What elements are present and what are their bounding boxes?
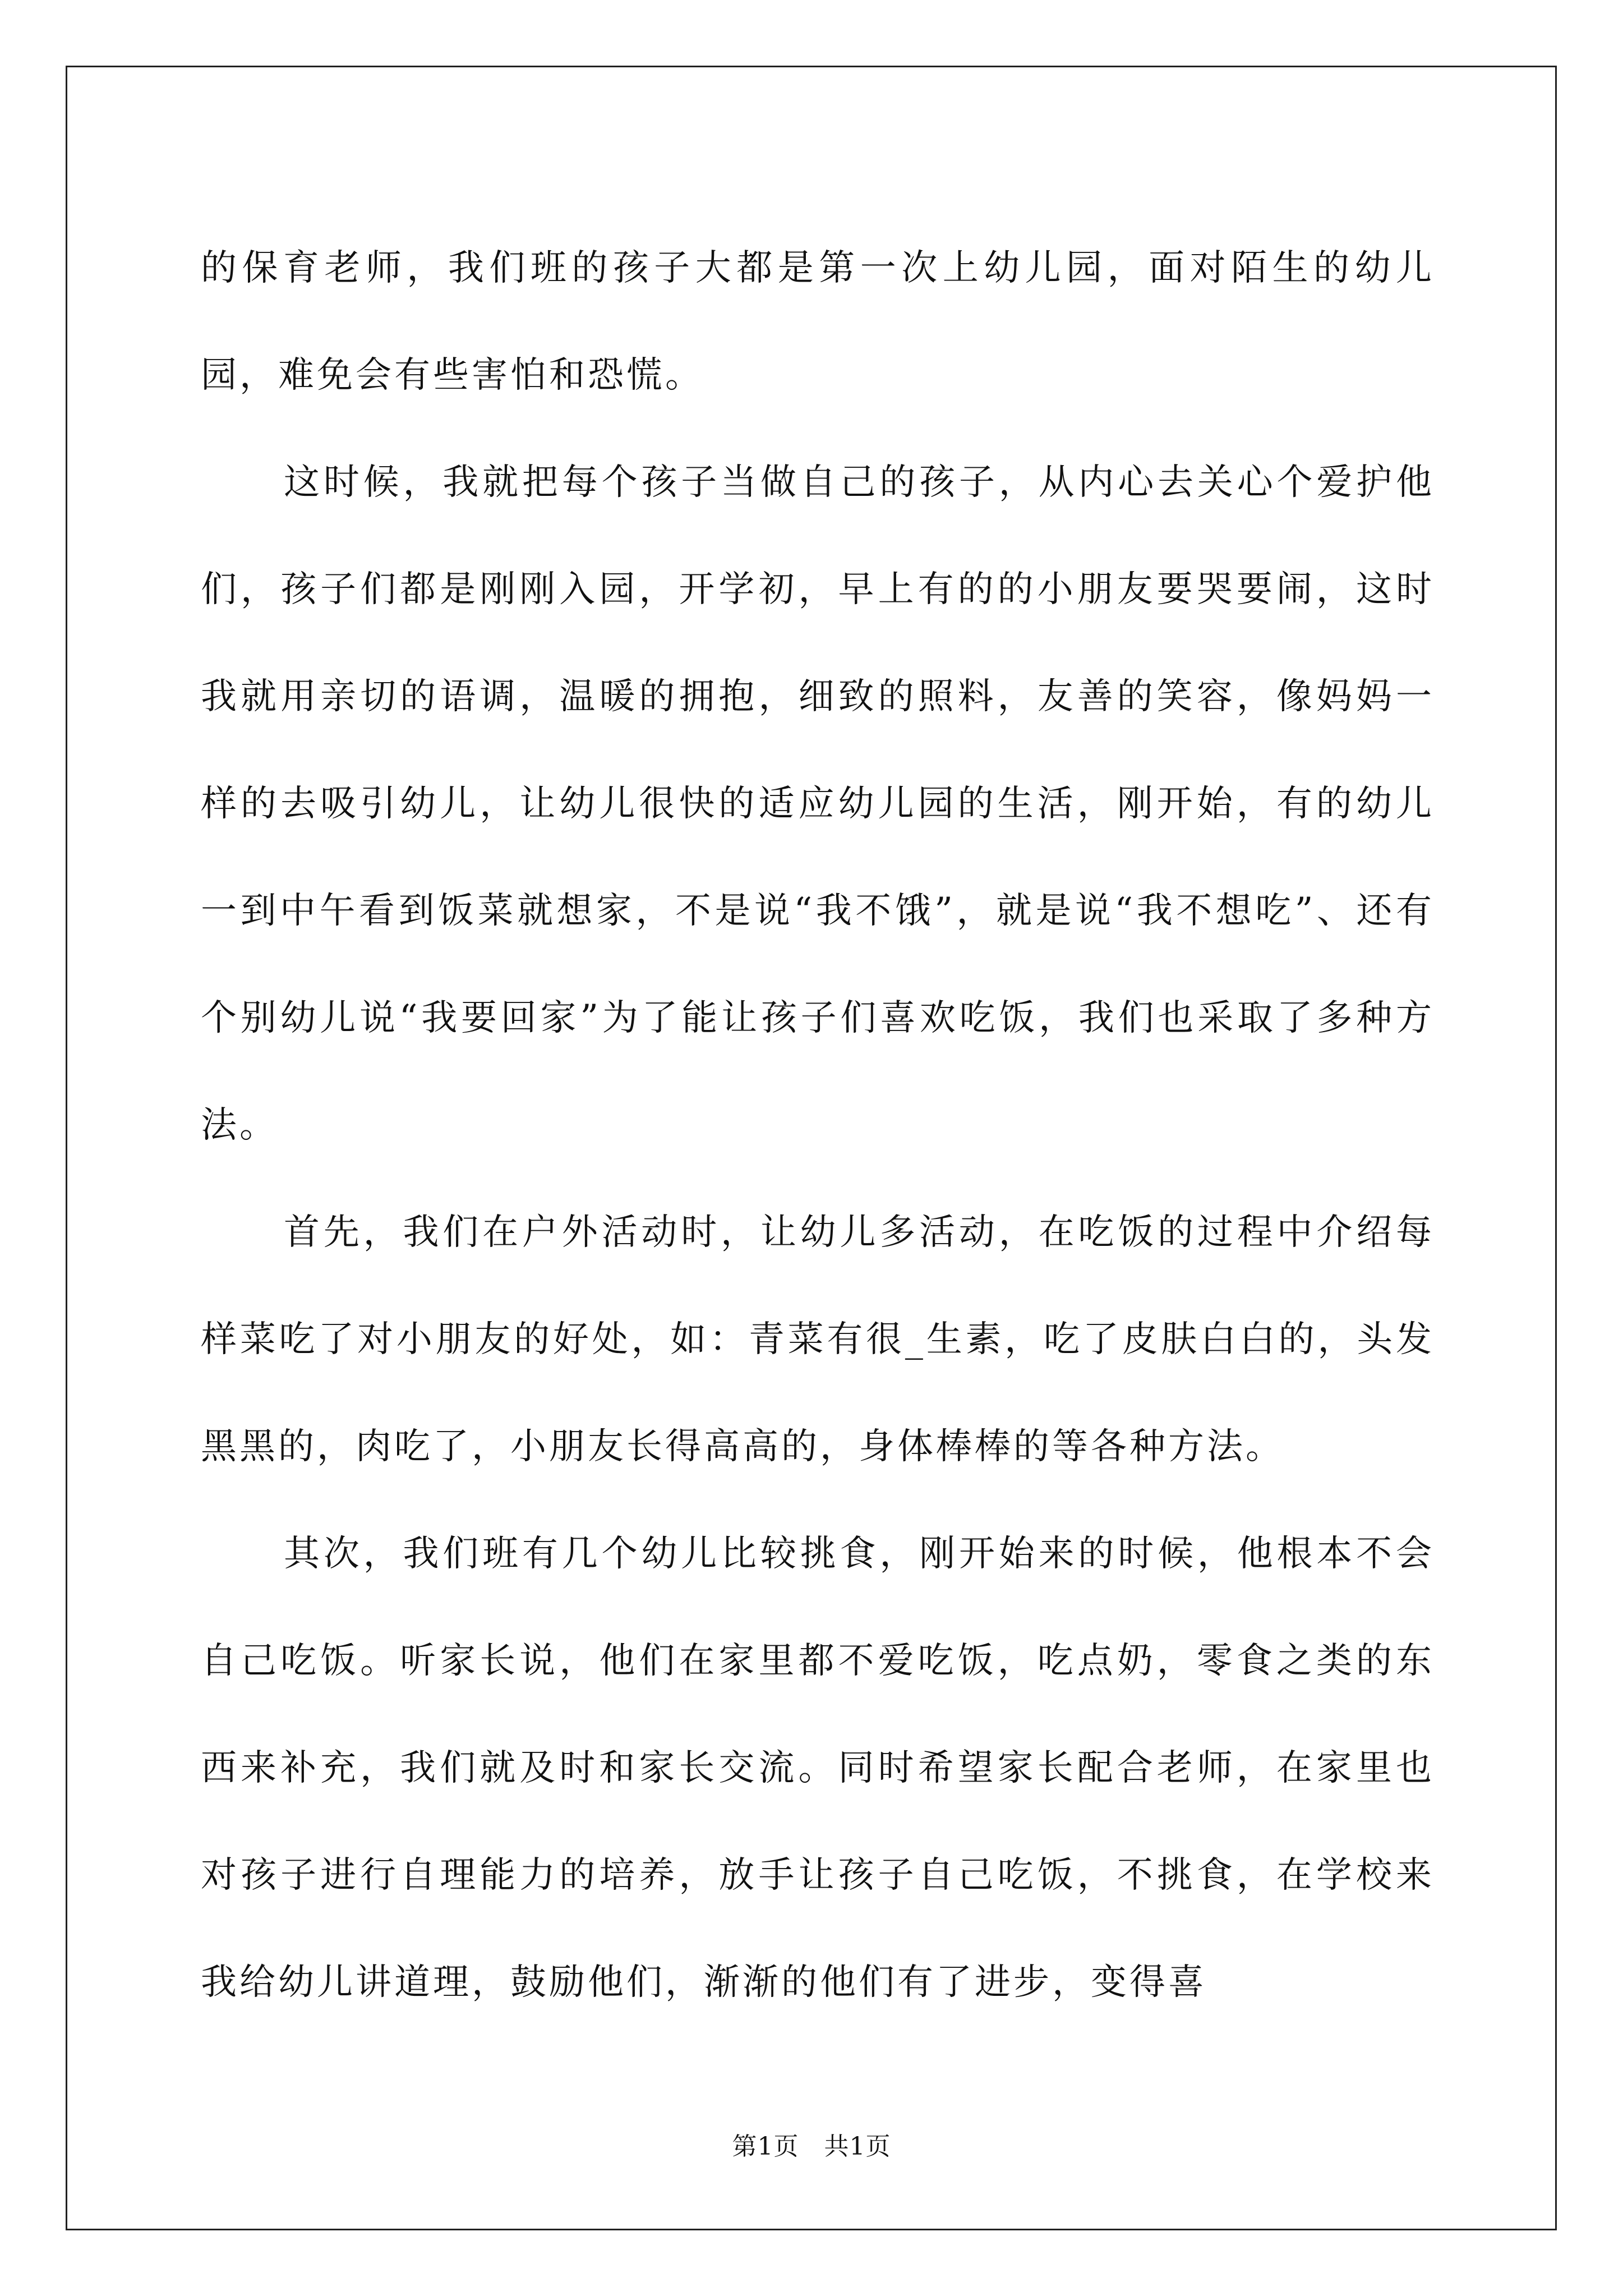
paragraph-2: 这时候，我就把每个孩子当做自己的孩子，从内心去关心个爱护他们，孩子们都是刚刚入园，开学初，早上有的的小朋友要哭要闹，这时我就用亲切的语调，温暖的拥抱，细致的照料，友善的笑容，像妈妈一样的去吸引幼儿，让幼儿很快的适应幼儿园的生活，刚开始，有的幼儿一到中午看到饭菜就想家，不是说“我不饿”，就是说“我不想吃”、还有个别幼儿说“我要回家”为了能让孩子们喜欢吃饭，我们也采取了多种方法。: [201, 462, 1435, 1146]
page-footer: 第1页 共1页: [732, 2132, 891, 2161]
paragraph-3: 首先，我们在户外活动时，让幼儿多活动，在吃饭的过程中介绍每样菜吃了对小朋友的好处，如：青菜有很_生素，吃了皮肤白白的，头发黑黑的，肉吃了，小朋友长得高高的，身体棒棒的等各种方法。: [201, 1212, 1435, 1467]
document-body: [201, 215, 1435, 2036]
paragraph-1: 的保育老师，我们班的孩子大都是第一次上幼儿园，面对陌生的幼儿园，难免会有些害怕和恐慌。: [201, 247, 1435, 396]
paragraph-4: 其次，我们班有几个幼儿比较挑食，刚开始来的时候，他根本不会自己吃饭。听家长说，他们在家里都不爱吃饭，吃点奶，零食之类的东西来补充，我们就及时和家长交流。同时希望家长配合老师，在家里也对孩子进行自理能力的培养，放手让孩子自己吃饭，不挑食，在学校来我给幼儿讲道理，鼓励他们，渐渐的他们有了进步，变得喜: [201, 1533, 1435, 2003]
